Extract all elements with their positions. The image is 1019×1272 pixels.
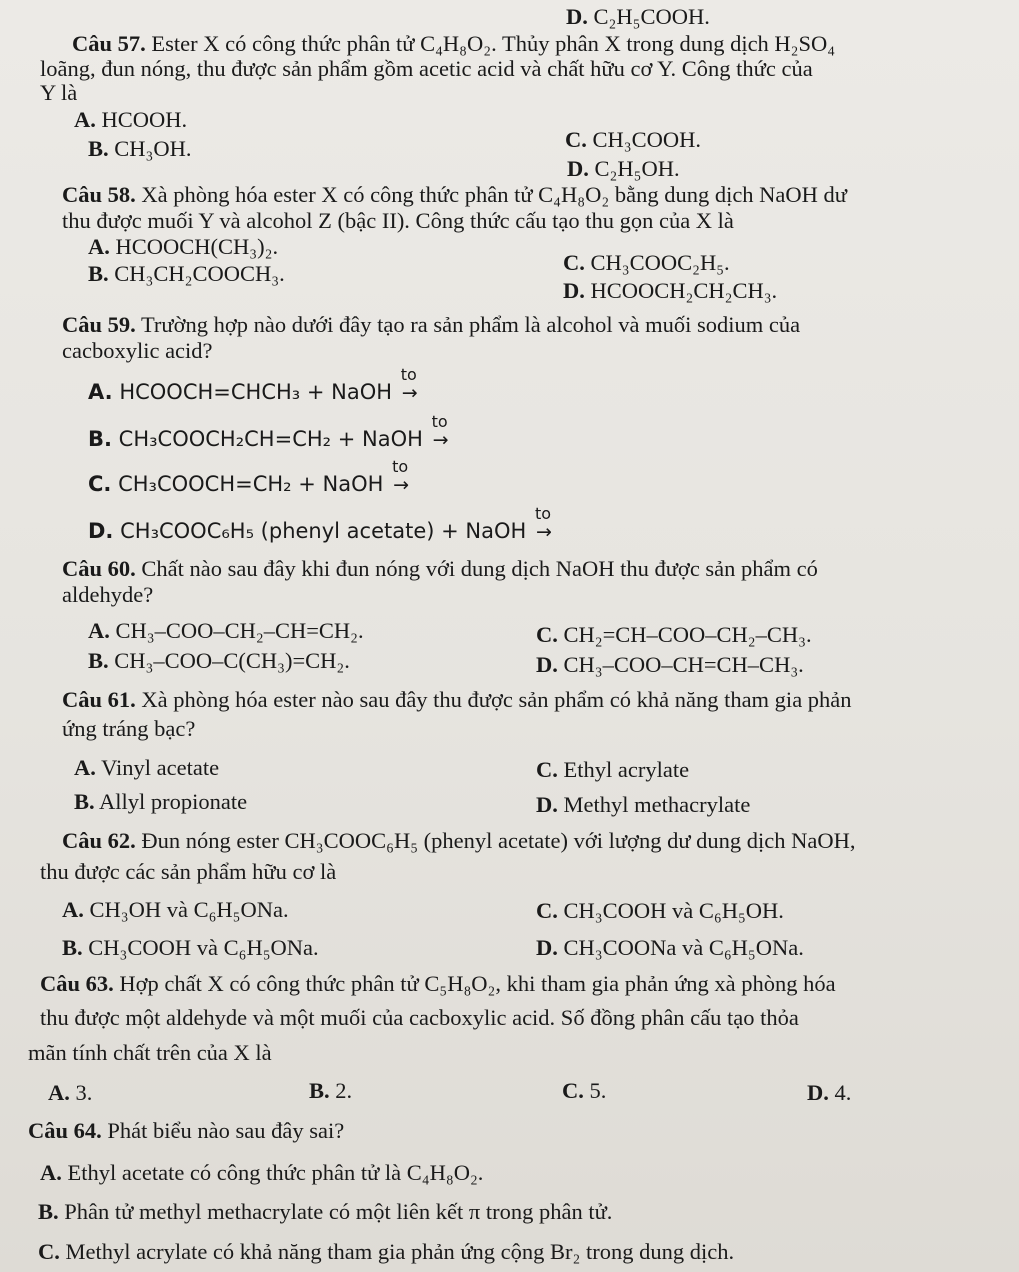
option-label: A. <box>88 618 110 643</box>
option-label: C. <box>562 1078 584 1103</box>
q61-option-a <box>74 755 219 781</box>
question-63-line-2: thu được một aldehyde và một muối của cacboxylic acid. Số đồng phân cấu tạo thỏa <box>40 1005 799 1030</box>
option-label: C. <box>536 757 558 782</box>
q62-option-c <box>536 898 784 924</box>
question-63-line-3: mãn tính chất trên của X là <box>28 1040 272 1065</box>
question-number: Câu 57. <box>72 31 146 56</box>
q57-option-a <box>74 107 187 133</box>
option-label: B. <box>88 648 109 673</box>
q59-option-b <box>88 412 452 453</box>
q61-option-d <box>536 792 750 818</box>
question-60-line-2: aldehyde? <box>62 582 154 607</box>
option-text: Phân tử methyl methacrylate có một liên kết π trong phân tử. <box>64 1199 613 1224</box>
option-label: B. <box>88 427 112 451</box>
heat-label: to <box>400 365 417 384</box>
option-text: CH₃OH. <box>114 136 192 161</box>
q63-option-b <box>309 1078 352 1104</box>
option-text: Vinyl acetate <box>101 755 220 780</box>
question-text: Trường hợp nào dưới đây tạo ra sản phẩm là alcohol và muối sodium của <box>140 312 801 337</box>
q63-option-a <box>48 1080 92 1106</box>
option-text: CH₃COOCH=CH₂ + NaOH <box>118 472 384 496</box>
option-text: 5. <box>589 1078 607 1103</box>
heat-label: to <box>392 457 409 476</box>
q58-option-b <box>88 261 285 287</box>
option-text: C₂H₅COOH. <box>593 4 710 29</box>
option-text: CH₃OH và C₆H₅ONa. <box>89 897 289 922</box>
q62-option-b <box>62 935 319 961</box>
option-text: Ethyl acrylate <box>563 757 690 782</box>
q57-option-b <box>88 136 192 162</box>
heat-label: to <box>431 412 448 431</box>
question-63-line-1 <box>40 971 836 997</box>
option-label: A. <box>74 107 96 132</box>
option-label: C. <box>88 472 112 496</box>
question-number: Câu 61. <box>62 687 136 712</box>
option-label: C. <box>563 250 585 275</box>
option-label: A. <box>88 234 110 259</box>
question-text: Xà phòng hóa ester nào sau đây thu được sản phẩm có khả năng tham gia phản <box>141 687 852 712</box>
option-label: C. <box>38 1239 60 1264</box>
option-label: D. <box>536 652 558 677</box>
question-61-line-2: ứng tráng bạc? <box>62 716 196 741</box>
option-label: A. <box>40 1160 62 1185</box>
option-label: A. <box>62 897 84 922</box>
option-label: D. <box>566 4 588 29</box>
question-text: Chất nào sau đây khi đun nóng với dung dịch NaOH thu được sản phẩm có <box>141 556 818 581</box>
question-text: Phát biểu nào sau đây sai? <box>107 1118 345 1143</box>
option-text: CH₃COOH và C₆H₅OH. <box>563 898 784 923</box>
question-text: Hợp chất X có công thức phân tử C₅H₈O₂, khi tham gia phản ứng xà phòng hóa <box>119 971 836 996</box>
option-label: B. <box>309 1078 330 1103</box>
option-label: B. <box>88 136 109 161</box>
option-label: A. <box>74 755 96 780</box>
question-number: Câu 63. <box>40 971 114 996</box>
q60-option-c <box>536 622 812 648</box>
option-label: D. <box>563 278 585 303</box>
question-57-line-3: Y là <box>40 80 78 105</box>
option-label: D. <box>567 156 589 181</box>
question-58-line-2: thu được muối Y và alcohol Z (bậc II). Công thức cấu tạo thu gọn của X là <box>62 208 734 233</box>
option-label: D. <box>536 792 558 817</box>
heat-arrow-icon: to → <box>399 380 421 406</box>
option-text: 3. <box>75 1080 93 1105</box>
option-text: Allyl propionate <box>99 789 248 814</box>
option-label: B. <box>88 261 109 286</box>
question-62-line-2: thu được các sản phẩm hữu cơ là <box>40 859 337 884</box>
question-number: Câu 58. <box>62 182 136 207</box>
heat-arrow-icon: to → <box>390 472 412 498</box>
option-label: C. <box>536 622 558 647</box>
option-text: HCOOCH=CHCH₃ + NaOH <box>119 380 393 404</box>
option-text: CH₃–COO–CH₂–CH=CH₂. <box>115 618 364 643</box>
option-label: B. <box>38 1199 59 1224</box>
option-text: HCOOCH₂CH₂CH₃. <box>590 278 778 303</box>
question-60-line-1 <box>62 556 818 582</box>
option-text: HCOOCH(CH₃)₂. <box>115 234 279 259</box>
question-text: Xà phòng hóa ester X có công thức phân tử C₄H₈O₂ bằng dung dịch NaOH dư <box>141 182 847 207</box>
option-text: 2. <box>335 1078 353 1103</box>
option-label: C. <box>536 898 558 923</box>
option-text: Methyl acrylate có khả năng tham gia phản ứng cộng Br₂ trong dung dịch. <box>65 1239 735 1264</box>
option-label: B. <box>74 789 95 814</box>
question-62-line-1 <box>62 828 855 854</box>
option-label: D. <box>807 1080 829 1105</box>
option-label: A. <box>88 380 113 404</box>
question-57-line-2: loãng, đun nóng, thu được sản phẩm gồm acetic acid và chất hữu cơ Y. Công thức của <box>40 56 813 81</box>
q59-option-c <box>88 457 412 498</box>
option-label: C. <box>565 127 587 152</box>
option-text: CH₃COOH và C₆H₅ONa. <box>88 935 319 960</box>
q57-option-c <box>565 127 701 153</box>
q62-option-a <box>62 897 289 923</box>
option-text: CH₃CH₂COOCH₃. <box>114 261 285 286</box>
q61-option-c <box>536 757 689 783</box>
q64-option-c <box>38 1239 734 1265</box>
heat-arrow-icon: to → <box>430 427 452 453</box>
option-label: B. <box>62 935 83 960</box>
question-57-line-1 <box>72 31 835 57</box>
option-label: D. <box>536 935 558 960</box>
option-text: CH₃COOCH₂CH=CH₂ + NaOH <box>118 427 423 451</box>
option-text: CH₃COONa và C₆H₅ONa. <box>563 935 804 960</box>
q64-option-b <box>38 1199 612 1225</box>
q58-option-c <box>563 250 730 276</box>
q63-option-d <box>807 1080 851 1106</box>
option-text: C₂H₅OH. <box>594 156 680 181</box>
prev-option-d <box>566 4 710 30</box>
q60-option-a <box>88 618 364 644</box>
option-text: CH₃COOH. <box>592 127 701 152</box>
q60-option-b <box>88 648 350 674</box>
question-59-line-2: cacboxylic acid? <box>62 338 213 363</box>
option-text: CH₃COOC₂H₅. <box>590 250 730 275</box>
q58-option-d <box>563 278 777 304</box>
option-label: A. <box>48 1080 70 1105</box>
option-text: CH₃COOC₆H₅ (phenyl acetate) + NaOH <box>120 519 527 543</box>
option-label: D. <box>88 519 114 543</box>
question-59-line-1 <box>62 312 800 338</box>
q59-option-d <box>88 504 555 545</box>
question-number: Câu 59. <box>62 312 136 337</box>
q63-option-c <box>562 1078 606 1104</box>
question-58-line-1 <box>62 182 847 208</box>
q58-option-a <box>88 234 278 260</box>
heat-arrow-icon: to → <box>533 519 555 545</box>
question-number: Câu 62. <box>62 828 136 853</box>
option-text: CH₃–COO–CH=CH–CH₃. <box>563 652 804 677</box>
q62-option-d <box>536 935 804 961</box>
question-text: Ester X có công thức phân tử C₄H₈O₂. Thủy phân X trong dung dịch H₂SO₄ <box>151 31 836 56</box>
q59-option-a <box>88 365 421 406</box>
question-61-line-1 <box>62 687 852 713</box>
option-text: CH₂=CH–COO–CH₂–CH₃. <box>563 622 812 647</box>
option-text: HCOOH. <box>101 107 188 132</box>
option-text: Ethyl acetate có công thức phân tử là C₄H₈O₂. <box>67 1160 484 1185</box>
q61-option-b <box>74 789 247 815</box>
q60-option-d <box>536 652 804 678</box>
q64-option-a <box>40 1160 483 1186</box>
option-text: 4. <box>834 1080 852 1105</box>
question-64-line-1 <box>28 1118 344 1144</box>
heat-label: to <box>535 504 552 523</box>
question-number: Câu 60. <box>62 556 136 581</box>
question-number: Câu 64. <box>28 1118 102 1143</box>
q57-option-d <box>567 156 680 182</box>
question-text: Đun nóng ester CH₃COOC₆H₅ (phenyl acetate) với lượng dư dung dịch NaOH, <box>141 828 856 853</box>
option-text: CH₃–COO–C(CH₃)=CH₂. <box>114 648 350 673</box>
option-text: Methyl methacrylate <box>563 792 751 817</box>
